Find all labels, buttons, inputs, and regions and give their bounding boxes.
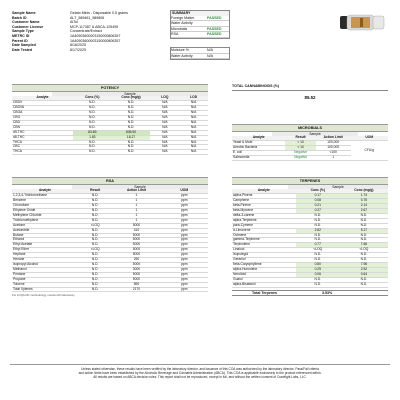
column-header: Analyte bbox=[12, 96, 73, 100]
column-header: Action Limit bbox=[316, 136, 351, 140]
table-cell: 290 bbox=[112, 258, 160, 263]
table-cell: N.D. bbox=[340, 282, 388, 287]
table-cell: 2.82 bbox=[296, 228, 340, 233]
table-cell: N.D. bbox=[340, 238, 388, 243]
table-cell: 890 bbox=[112, 282, 160, 287]
table-cell: N.D. bbox=[78, 267, 112, 272]
table-cell: N.D. bbox=[78, 243, 112, 248]
table-cell: ppm bbox=[161, 243, 208, 248]
table-cell: N.D. bbox=[78, 287, 112, 292]
table-cell: < 10 bbox=[285, 146, 315, 151]
info-label: METRC ID bbox=[12, 33, 30, 38]
table-cell: N.D. bbox=[296, 238, 340, 243]
table-cell: Ethyl Ether bbox=[12, 248, 78, 253]
table-cell: ppm bbox=[161, 209, 208, 214]
total-cannabinoids-value: 85.52 bbox=[304, 94, 316, 100]
footer-line-3: All results are based on ABCA decision rules. This report shall not be reproduced, except in full, and without the written consent of Crawfight Labs, LLC. bbox=[93, 375, 307, 380]
table-cell: THCA bbox=[12, 150, 73, 155]
table-cell: N.D. bbox=[73, 150, 112, 155]
table-cell: 0.80 bbox=[296, 263, 340, 268]
table-cell: ppm bbox=[161, 204, 208, 209]
table-cell: N.D. bbox=[112, 101, 151, 106]
info-label: Customer Name bbox=[12, 20, 40, 25]
column-header: UOM bbox=[351, 136, 389, 140]
table-cell: Yeast & Mold bbox=[232, 141, 285, 146]
table-cell: N.D. bbox=[340, 253, 388, 258]
table-cell: 1 bbox=[112, 194, 160, 199]
table-cell: N/A bbox=[179, 101, 208, 106]
table-cell: 2.14 bbox=[340, 204, 388, 209]
column-header: UOM bbox=[161, 189, 208, 193]
table-cell: N.D. bbox=[340, 258, 388, 263]
moisture-label: Moisture % bbox=[171, 48, 189, 52]
table-cell: CBGA bbox=[12, 111, 73, 116]
table-cell: N.D. bbox=[78, 209, 112, 214]
table-cell: N.D. bbox=[112, 120, 151, 125]
table-cell: para-Cymene bbox=[232, 223, 296, 228]
table-cell: 1 bbox=[112, 204, 160, 209]
table-cell: N.D. bbox=[296, 253, 340, 258]
table-cell: N/A bbox=[150, 145, 179, 150]
table-cell: 5000 bbox=[112, 238, 160, 243]
table-cell: N.D. bbox=[73, 145, 112, 150]
table-cell: < 10 bbox=[285, 141, 315, 146]
table-cell: 7.66 bbox=[340, 243, 388, 248]
summary-label: Water Activity bbox=[171, 21, 193, 26]
table-cell: N/A bbox=[179, 150, 208, 155]
table-cell: Methylene Chloride bbox=[12, 213, 78, 218]
summary-status: PASSED bbox=[207, 32, 222, 37]
table-cell: N/A bbox=[150, 116, 179, 121]
table-cell: 0.77 bbox=[296, 243, 340, 248]
table-cell: <LOQ bbox=[296, 248, 340, 253]
table-cell: ppm bbox=[161, 248, 208, 253]
potency-sample-label: Sample bbox=[52, 92, 208, 96]
table-cell: ppm bbox=[161, 194, 208, 199]
column-header: Conc (%) bbox=[296, 189, 340, 193]
table-cell: N/A bbox=[150, 106, 179, 111]
table-cell: N.D. bbox=[340, 218, 388, 223]
table-cell: N.D. bbox=[78, 233, 112, 238]
table-cell: N.D. bbox=[296, 282, 340, 287]
footer-line-1: Unless stated otherwise, these results have been verified by the laboratory director, and issuance of this COA was authorized by the laboratory director. Pass/Fail criteria bbox=[81, 367, 319, 371]
table-cell: N.D. bbox=[340, 213, 388, 218]
table-cell: N/A bbox=[150, 135, 179, 140]
table-cell: ppm bbox=[161, 272, 208, 277]
table-cell: 100,000 bbox=[316, 146, 351, 151]
table-cell: Negative bbox=[285, 156, 315, 161]
table-cell: Ethylene Oxide bbox=[12, 209, 78, 214]
table-cell: <LOQ bbox=[78, 248, 112, 253]
table-cell: N.D. bbox=[296, 223, 340, 228]
table-cell: Benzene bbox=[12, 199, 78, 204]
table-cell: N.D. bbox=[73, 125, 112, 130]
table-cell: CBDV bbox=[12, 101, 73, 106]
table-cell: 18.27 bbox=[112, 135, 151, 140]
table-cell: N/A bbox=[179, 125, 208, 130]
table-cell: Negative bbox=[285, 151, 315, 156]
table-cell: N/A bbox=[150, 101, 179, 106]
table-cell: N/A bbox=[150, 150, 179, 155]
table-cell: alpha-Pinene bbox=[232, 194, 296, 199]
rsa-sample-label: Sample bbox=[72, 185, 208, 189]
info-label: Sample Name bbox=[12, 11, 36, 15]
table-cell: 5.17 bbox=[340, 228, 388, 233]
summary-rows bbox=[171, 16, 229, 38]
column-header: LOQ bbox=[150, 96, 179, 100]
table-cell: N/A bbox=[150, 125, 179, 130]
table-cell: ppm bbox=[161, 228, 208, 233]
table-cell: ppm bbox=[161, 282, 208, 287]
terpenes-table bbox=[232, 189, 388, 287]
table-cell: Butane bbox=[12, 233, 78, 238]
table-cell: 0.21 bbox=[296, 204, 340, 209]
table-cell: 5000 bbox=[112, 248, 160, 253]
table-cell: N.D. bbox=[78, 228, 112, 233]
column-header: Result bbox=[78, 189, 112, 193]
table-cell: CBC bbox=[12, 145, 73, 150]
table-cell: 83.69 bbox=[73, 130, 112, 135]
table-cell: Nerolidol bbox=[232, 272, 296, 277]
table-cell: N.D. bbox=[112, 125, 151, 130]
table-cell: N.D. bbox=[296, 233, 340, 238]
table-cell: 2.67 bbox=[340, 209, 388, 214]
sample-info bbox=[12, 11, 152, 52]
table-cell: beta-Pinene bbox=[232, 204, 296, 209]
table-cell: N.D. bbox=[73, 106, 112, 111]
table-cell: N.D. bbox=[112, 145, 151, 150]
table-cell: ppm bbox=[161, 253, 208, 258]
column-header: LOD bbox=[179, 96, 208, 100]
table-cell: 1,2,3,4-Trichloroethane bbox=[12, 194, 78, 199]
summary-row bbox=[171, 32, 229, 38]
table-cell: Geraniol bbox=[232, 258, 296, 263]
table-cell: 5000 bbox=[112, 223, 160, 228]
table-cell: N/A bbox=[179, 140, 208, 145]
moisture-box bbox=[170, 47, 230, 60]
total-terpenes-label: Total Terpenes bbox=[252, 290, 278, 295]
info-value: 1A40903600003150000806357 bbox=[70, 33, 121, 38]
table-cell: 5000 bbox=[112, 272, 160, 277]
table-cell: ppm bbox=[161, 199, 208, 204]
water-activity-label: Water Activity bbox=[171, 53, 193, 58]
table-cell: Linalool bbox=[232, 248, 296, 253]
table-cell: <100 bbox=[316, 151, 351, 156]
table-row bbox=[232, 282, 388, 287]
table-cell: Heptane bbox=[12, 253, 78, 258]
table-cell: N/A bbox=[179, 106, 208, 111]
column-header: Analyte bbox=[12, 189, 78, 193]
table-cell: 0.17 bbox=[296, 194, 340, 199]
table-cell: alpha-Humulene bbox=[232, 267, 296, 272]
table-cell: Ocimene bbox=[232, 233, 296, 238]
table-cell: E. coli bbox=[232, 151, 285, 156]
rsa-section bbox=[12, 177, 208, 298]
table-cell: N.D. bbox=[112, 111, 151, 116]
table-cell: N/A bbox=[150, 130, 179, 135]
terpenes-section bbox=[232, 177, 388, 296]
table-cell: 1 bbox=[112, 209, 160, 214]
table-cell: CBDVA bbox=[12, 106, 73, 111]
potency-title: POTENCY bbox=[12, 84, 208, 92]
table-cell: Guaiol bbox=[232, 277, 296, 282]
table-cell: N.D. bbox=[73, 140, 112, 145]
table-cell: ppm bbox=[161, 223, 208, 228]
potency-table bbox=[12, 96, 208, 155]
info-value: Gelato Minis - Disposable 0.5 grams bbox=[70, 11, 128, 15]
table-cell: N.D. bbox=[340, 277, 388, 282]
table-cell: beta-Caryophyllene bbox=[232, 263, 296, 268]
table-cell: Isopropyl Alcohol bbox=[12, 263, 78, 268]
table-cell: ppm bbox=[161, 213, 208, 218]
table-cell: Trichloroethylene bbox=[12, 218, 78, 223]
info-label: Parent ID bbox=[12, 38, 28, 43]
table-cell: CBN bbox=[12, 125, 73, 130]
column-header: Conc (%) bbox=[73, 96, 112, 100]
total-terpenes-value: 3.53% bbox=[322, 290, 333, 295]
table-cell: 2170 bbox=[112, 287, 160, 292]
table-cell: 410 bbox=[112, 228, 160, 233]
table-cell: Propane bbox=[12, 277, 78, 282]
moisture-value: N/A bbox=[207, 48, 213, 52]
table-cell: 7.96 bbox=[340, 263, 388, 268]
table-cell: Chloroform bbox=[12, 204, 78, 209]
table-cell: 1 bbox=[112, 213, 160, 218]
table-cell: N.D. bbox=[78, 258, 112, 263]
table-cell: N.D. bbox=[78, 213, 112, 218]
table-cell: Ethanol bbox=[12, 238, 78, 243]
table-cell: d8-THC bbox=[12, 135, 73, 140]
table-cell: alpha-Bisabolol bbox=[232, 282, 296, 287]
total-cannabinoids-box bbox=[232, 84, 388, 102]
table-cell: <LOQ bbox=[340, 248, 388, 253]
microbials-table bbox=[232, 136, 388, 161]
uom-cell: CFU/g bbox=[351, 141, 389, 161]
table-cell: N.D. bbox=[340, 233, 388, 238]
rsa-title: RSA bbox=[12, 177, 208, 185]
table-cell: 5000 bbox=[112, 253, 160, 258]
table-cell: 0.06 bbox=[296, 272, 340, 277]
table-row bbox=[12, 150, 208, 155]
info-label: Customer License bbox=[12, 24, 44, 29]
table-cell: ppm bbox=[161, 218, 208, 223]
table-cell: 100,000 bbox=[316, 141, 351, 146]
table-cell: Terpinolene bbox=[232, 243, 296, 248]
table-cell: 1 bbox=[316, 156, 351, 161]
table-cell: N.D. bbox=[73, 101, 112, 106]
info-label: Sample Type bbox=[12, 29, 34, 34]
info-value: Concentrate/Extract bbox=[70, 29, 102, 34]
table-cell: N/A bbox=[150, 111, 179, 116]
table-cell: Isopulegol bbox=[232, 253, 296, 258]
table-cell: N.D. bbox=[296, 258, 340, 263]
table-cell: N/A bbox=[179, 135, 208, 140]
table-cell: N/A bbox=[179, 116, 208, 121]
table-cell: 0.25 bbox=[296, 267, 340, 272]
table-cell: Camphene bbox=[232, 199, 296, 204]
table-cell: 5000 bbox=[112, 233, 160, 238]
table-cell: Aerobic Bacteria bbox=[232, 146, 285, 151]
table-cell: 0.27 bbox=[296, 209, 340, 214]
table-cell: ppm bbox=[161, 287, 208, 292]
table-cell: <LOQ bbox=[78, 223, 112, 228]
summary-status: PASSED bbox=[207, 26, 222, 31]
table-cell: N.D. bbox=[78, 282, 112, 287]
table-cell: d9-THC bbox=[12, 130, 73, 135]
table-cell: CBG bbox=[12, 116, 73, 121]
summary-label: Microbials bbox=[171, 26, 188, 31]
table-cell: 1 bbox=[112, 218, 160, 223]
rsa-footnote: For LOQ/LOD methodology, results with laboratory bbox=[12, 293, 75, 298]
table-cell: THCA bbox=[12, 140, 73, 145]
table-cell: 1 bbox=[112, 199, 160, 204]
table-cell: ppm bbox=[161, 267, 208, 272]
rsa-table bbox=[12, 189, 208, 292]
table-cell: N.D. bbox=[112, 106, 151, 111]
table-cell: 3000 bbox=[112, 267, 160, 272]
microbials-sample-label: Sample bbox=[272, 132, 358, 136]
info-value: 1A40903600003150000806357 bbox=[70, 38, 121, 43]
table-row bbox=[12, 287, 208, 292]
table-cell: N.D. bbox=[112, 150, 151, 155]
table-cell: N.D. bbox=[78, 238, 112, 243]
table-cell: N.D. bbox=[340, 223, 388, 228]
microbials-title: MICROBIALS bbox=[232, 124, 388, 132]
table-cell: ppm bbox=[161, 258, 208, 263]
table-cell: Hexane bbox=[12, 258, 78, 263]
table-cell: N.D. bbox=[78, 218, 112, 223]
summary-box bbox=[170, 10, 230, 39]
table-cell: N.D. bbox=[296, 277, 340, 282]
table-cell: N.D. bbox=[78, 263, 112, 268]
table-cell: N/A bbox=[150, 120, 179, 125]
table-cell: ppm bbox=[161, 238, 208, 243]
table-cell: N.D. bbox=[78, 194, 112, 199]
table-cell: N.D. bbox=[78, 199, 112, 204]
table-cell: Salmonella bbox=[232, 156, 285, 161]
info-value: ALT_589461_589806 bbox=[70, 15, 105, 20]
column-header: Conc (mg/g) bbox=[112, 96, 151, 100]
table-cell: 1.83 bbox=[73, 135, 112, 140]
table-cell: 0.64 bbox=[340, 272, 388, 277]
table-cell: N/A bbox=[179, 145, 208, 150]
table-cell: Pentane bbox=[12, 272, 78, 277]
summary-status: PASSED bbox=[207, 15, 222, 20]
summary-label: RSA bbox=[171, 32, 179, 37]
table-cell: N.D. bbox=[78, 253, 112, 258]
total-terpenes-row bbox=[232, 290, 388, 297]
column-header: Analyte bbox=[232, 189, 296, 193]
table-cell: N.D. bbox=[78, 204, 112, 209]
info-label: Date Sampled bbox=[12, 43, 36, 48]
info-label: Date Tested bbox=[12, 47, 33, 52]
column-header: Conc (mg/g) bbox=[340, 189, 388, 193]
table-cell: 1.74 bbox=[340, 194, 388, 199]
table-cell: Acetonitrile bbox=[12, 228, 78, 233]
table-cell: N.D. bbox=[78, 272, 112, 277]
microbials-section bbox=[232, 124, 388, 161]
info-label: Batch ID bbox=[12, 15, 27, 20]
table-cell: Ethyl Acetate bbox=[12, 243, 78, 248]
table-cell: Toluene bbox=[12, 282, 78, 287]
table-cell: N.D. bbox=[73, 120, 112, 125]
info-value: 8/17/2025 bbox=[70, 47, 86, 52]
terpenes-sample-label: Sample bbox=[288, 185, 388, 189]
column-header: Analyte bbox=[232, 136, 285, 140]
info-value: MCP-117387 & ABCA-125495 bbox=[70, 24, 119, 29]
product-vial-image bbox=[336, 6, 388, 40]
table-cell: 2.52 bbox=[340, 267, 388, 272]
table-cell: ppm bbox=[161, 233, 208, 238]
table-cell: 836.90 bbox=[112, 130, 151, 135]
footer-line-2: and action limits have been established by the Alcoholic Beverage and Cannabis Administration (ABCA). This COA is applicable exclusively to the product referenced within. bbox=[78, 371, 322, 376]
table-cell: N.D. bbox=[73, 111, 112, 116]
table-cell: Acetone bbox=[12, 223, 78, 228]
column-header: Result bbox=[285, 136, 315, 140]
table-cell: delta-3-carene bbox=[232, 213, 296, 218]
table-cell: N.D. bbox=[78, 277, 112, 282]
total-cannabinoids-label: TOTAL CANNABINOIDS (%) bbox=[232, 84, 388, 91]
table-cell: N/A bbox=[179, 120, 208, 125]
potency-section bbox=[12, 84, 208, 155]
table-cell: CBD bbox=[12, 120, 73, 125]
table-cell: 0.08 bbox=[296, 199, 340, 204]
terpenes-title: TERPENES bbox=[232, 177, 388, 185]
table-cell: N/A bbox=[179, 111, 208, 116]
table-cell: N.D. bbox=[296, 218, 340, 223]
table-cell: N.D. bbox=[296, 213, 340, 218]
table-cell: gamma-Terpinene bbox=[232, 238, 296, 243]
table-cell: 5000 bbox=[112, 277, 160, 282]
footer-disclaimer bbox=[10, 364, 390, 380]
summary-title: SUMMARY bbox=[171, 11, 229, 16]
info-value: 8/16/2025 bbox=[70, 43, 86, 48]
summary-label: Foreign Matter bbox=[171, 15, 195, 20]
table-cell: 5000 bbox=[112, 263, 160, 268]
info-row bbox=[12, 48, 152, 53]
table-cell: beta-Myrcene bbox=[232, 209, 296, 214]
info-value: AlTol bbox=[70, 20, 78, 25]
table-cell: d-Limonene bbox=[232, 228, 296, 233]
column-header: Action Limit bbox=[112, 189, 160, 193]
table-cell: N.D. bbox=[112, 116, 151, 121]
table-cell: ppm bbox=[161, 277, 208, 282]
table-cell: ppm bbox=[161, 263, 208, 268]
table-cell: alpha-Terpinene bbox=[232, 218, 296, 223]
table-cell: 0.75 bbox=[340, 199, 388, 204]
table-cell: Total Xylenes bbox=[12, 287, 78, 292]
water-activity-value: N/A bbox=[207, 53, 213, 58]
table-cell: 5000 bbox=[112, 243, 160, 248]
table-cell: N.D. bbox=[73, 116, 112, 121]
table-cell: Methanol bbox=[12, 267, 78, 272]
table-cell: N/A bbox=[150, 140, 179, 145]
table-cell: N.D. bbox=[112, 140, 151, 145]
table-cell: N/A bbox=[179, 130, 208, 135]
